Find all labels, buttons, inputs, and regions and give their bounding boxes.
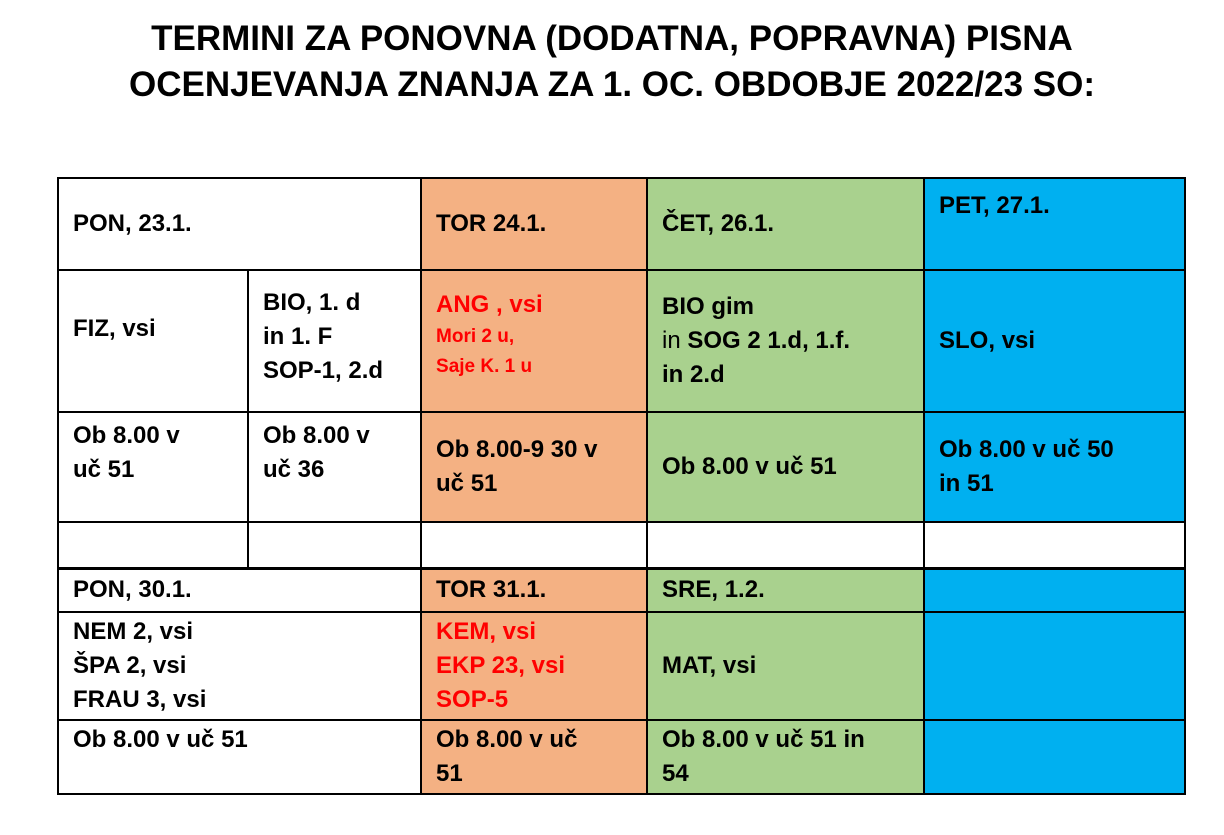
subject-kem (436, 615, 632, 717)
empty-blue-cell (924, 568, 1185, 612)
title-line-2: OCENJEVANJA ZNANJA ZA 1. OC. OBDOBJE 2022/23 SO: (129, 65, 1095, 104)
header-pet-27: PET, 27.1. (924, 178, 1185, 270)
empty-blue-cell (924, 720, 1185, 794)
subject-line: SOP-1, 2.d (263, 357, 384, 384)
subject-line: KEM, vsi (436, 618, 537, 645)
empty-blue-cell (924, 612, 1185, 720)
cell-kem (421, 612, 647, 720)
time-line: uč 51 (436, 470, 498, 497)
subject-line: BIO gim (662, 293, 755, 320)
time-kem (436, 723, 632, 791)
week2-time-row (58, 720, 1185, 794)
subject-line: ANG , vsi (436, 291, 543, 318)
time-line: Ob 8.00 v (73, 422, 180, 449)
cell-time-mat (647, 720, 924, 794)
time-line: Ob 8.00 v uč 51 in (662, 726, 865, 753)
empty-cell (248, 522, 421, 568)
subject-line: ŠPA 2, vsi (73, 652, 187, 679)
subject-line: Saje K. 1 u (436, 356, 533, 377)
week1-time-row (58, 412, 1185, 522)
cell-ang (421, 270, 647, 412)
header-tor-31: TOR 31.1. (421, 568, 647, 612)
subject-line: FRAU 3, vsi (73, 686, 207, 713)
empty-cell (58, 522, 248, 568)
empty-cell (924, 522, 1185, 568)
subject-line: in 2.d (662, 361, 725, 388)
subject-languages (73, 615, 406, 717)
spacer-row (58, 522, 1185, 568)
time-line: Ob 8.00-9 30 v (436, 436, 598, 463)
time-bio (263, 419, 406, 487)
subject-line: in 1. F (263, 323, 333, 350)
subject-ang (436, 288, 632, 382)
cell-time-bio-sog: Ob 8.00 v uč 51 (647, 412, 924, 522)
cell-slo: SLO, vsi (924, 270, 1185, 412)
time-line: 54 (662, 760, 689, 787)
cell-time-slo (924, 412, 1185, 522)
subject-line: BIO, 1. d (263, 289, 361, 316)
subject-line: NEM 2, vsi (73, 618, 194, 645)
subject-line (662, 324, 909, 358)
title-line-1: TERMINI ZA PONOVNA (DODATNA, POPRAVNA) PISNA (151, 19, 1073, 58)
empty-cell (421, 522, 647, 568)
cell-fiz (58, 270, 248, 412)
week1-subject-row (58, 270, 1185, 412)
cell-mat: MAT, vsi (647, 612, 924, 720)
empty-cell (647, 522, 924, 568)
schedule-table (57, 177, 1186, 795)
cell-time-kem (421, 720, 647, 794)
subject-fiz: FIZ, vsi (73, 315, 156, 342)
page-title (0, 16, 1224, 108)
time-slo (939, 433, 1170, 501)
cell-time-fiz (58, 412, 248, 522)
subject-line: Mori 2 u, (436, 326, 515, 347)
time-ang (436, 433, 632, 501)
time-line: Ob 8.00 v uč (436, 726, 578, 753)
subject-line: EKP 23, vsi (436, 652, 565, 679)
header-pon-23: PON, 23.1. (58, 178, 421, 270)
week2-header-row (58, 568, 1185, 612)
header-sre-1: SRE, 1.2. (647, 568, 924, 612)
subject-bio-sog (662, 290, 909, 392)
cell-languages (58, 612, 421, 720)
time-line: uč 36 (263, 456, 325, 483)
cell-bio-sop (248, 270, 421, 412)
week1-header-row (58, 178, 1185, 270)
time-mat (662, 723, 909, 791)
header-pon-30: PON, 30.1. (58, 568, 421, 612)
time-line: 51 (436, 760, 463, 787)
header-cet-26: ČET, 26.1. (647, 178, 924, 270)
cell-time-bio (248, 412, 421, 522)
subject-bio-sop (263, 286, 406, 388)
subject-text: SOG 2 1.d, 1.f. (687, 327, 851, 354)
time-fiz (73, 419, 233, 487)
time-line: Ob 8.00 v (263, 422, 370, 449)
subject-line: SOP-5 (436, 686, 509, 713)
subject-prefix: in (662, 327, 681, 354)
time-line: in 51 (939, 470, 994, 497)
header-tor-24: TOR 24.1. (421, 178, 647, 270)
cell-bio-sog (647, 270, 924, 412)
week2-subject-row (58, 612, 1185, 720)
time-line: Ob 8.00 v uč 50 (939, 436, 1114, 463)
cell-time-languages: Ob 8.00 v uč 51 (58, 720, 421, 794)
cell-time-ang (421, 412, 647, 522)
time-line: uč 51 (73, 456, 135, 483)
